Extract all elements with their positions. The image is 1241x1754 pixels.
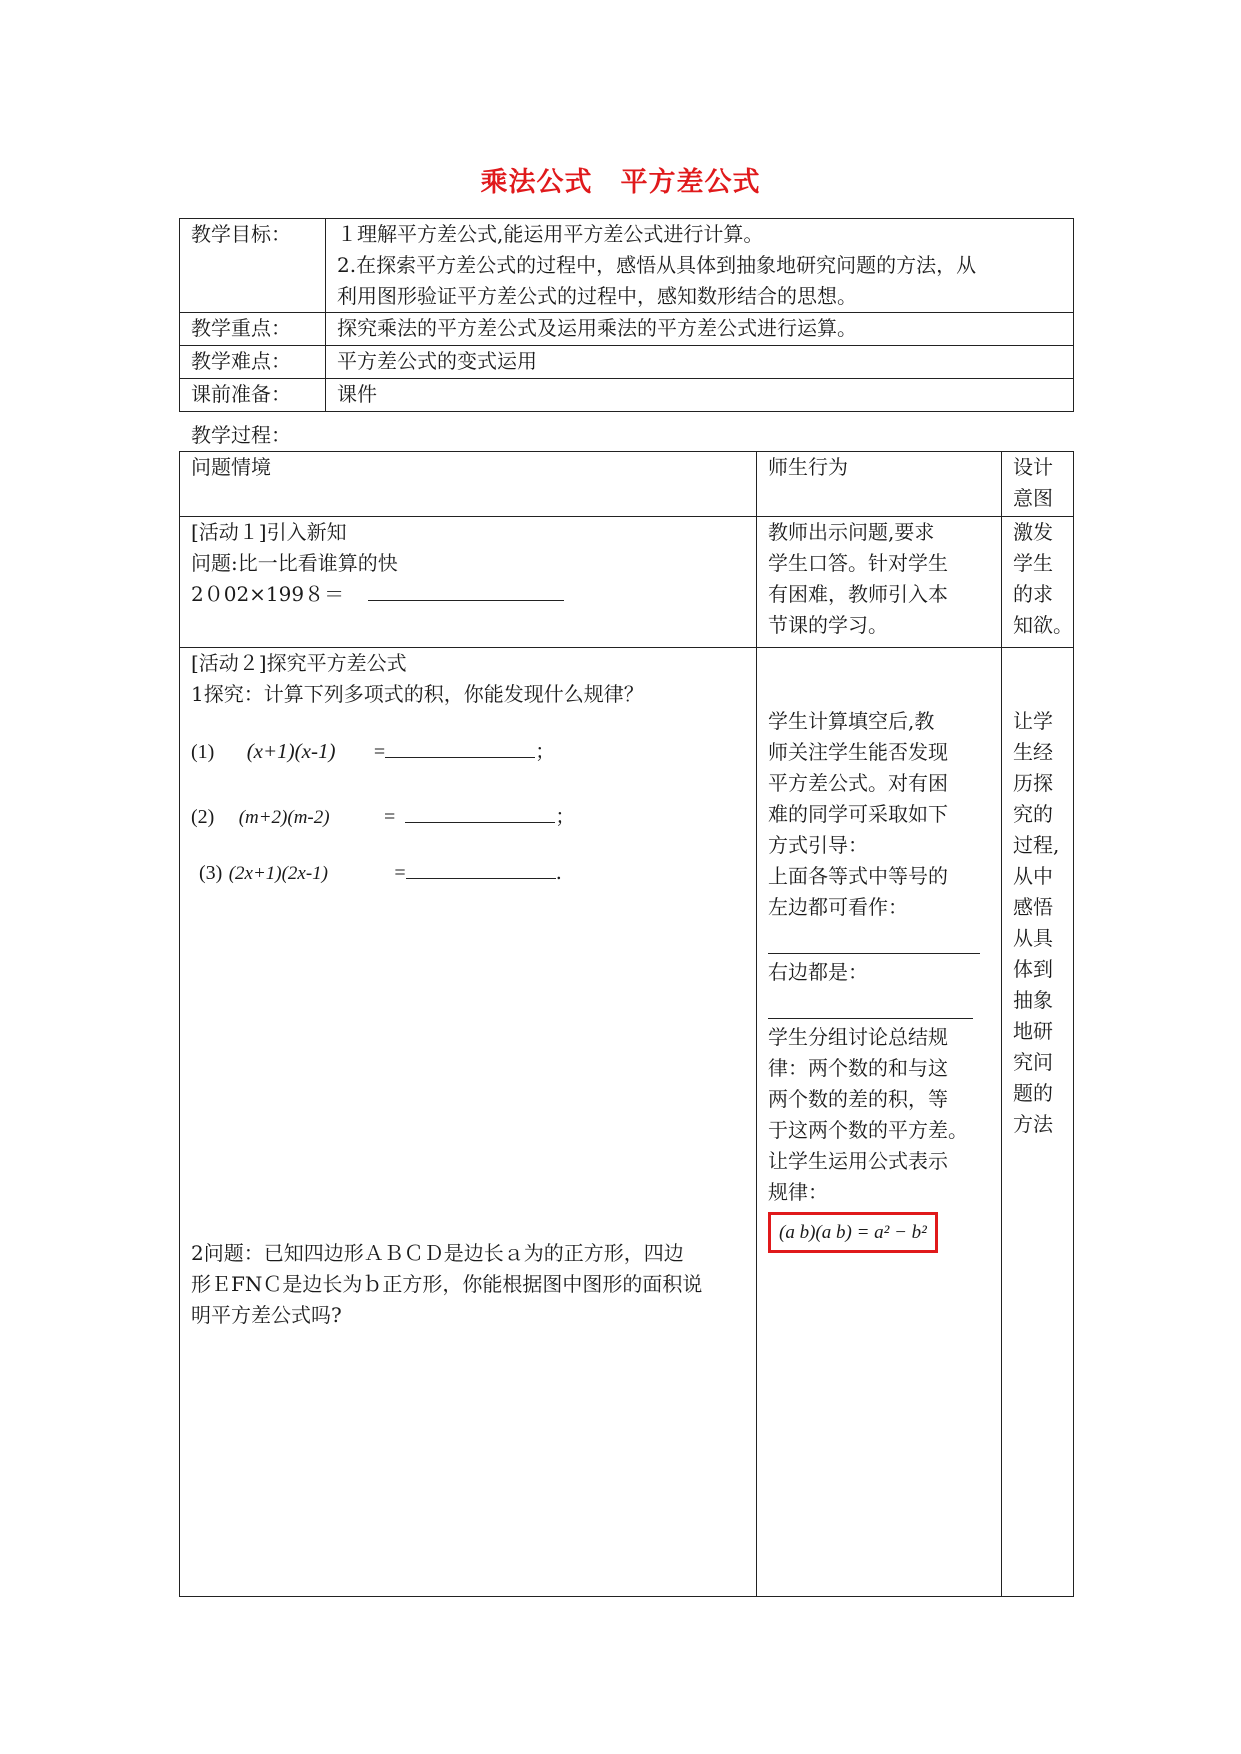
exercise-expression: (2x+1)(2x-1) — [228, 863, 329, 884]
exercise-expression: (m+2)(m-2) — [238, 807, 330, 828]
equals-sign: = — [373, 741, 386, 763]
text-line: 的求 — [1012, 582, 1053, 606]
info-label: 教学难点： — [180, 346, 326, 379]
text-line: 学生分组讨论总结规 — [768, 1025, 949, 1049]
info-value — [326, 219, 1074, 313]
text-line: 两个数的差的积，等 — [768, 1087, 949, 1111]
text-line: 究问 — [1012, 1050, 1053, 1074]
question2-line: 形ＥFNＣ是边长为ｂ正方形，你能根据图中图形的面积说 — [191, 1272, 703, 1296]
text-line: 有困难，教师引入本 — [768, 582, 949, 606]
header-line: 意图 — [1012, 486, 1053, 510]
activity1-calc — [191, 579, 756, 610]
equals-sign: = — [383, 806, 396, 828]
text-line: 让学生运用公式表示 — [768, 1149, 949, 1173]
exercise-number: (2) — [191, 806, 215, 828]
formula-box: (a b)(a b) = a² − b² — [768, 1212, 938, 1253]
header-design-intent — [1001, 452, 1073, 517]
activity1-intent — [1001, 517, 1073, 648]
text-line: 上面各等式中等号的 — [768, 864, 949, 888]
info-row-goals — [180, 219, 1074, 313]
activity2-heading: [活动２]探究平方差公式 — [191, 651, 407, 675]
page-title: 乘法公式 平方差公式 — [480, 167, 761, 198]
spacer — [1013, 648, 1073, 706]
text-line: 节课的学习。 — [768, 613, 889, 637]
text-line: 历探 — [1012, 771, 1053, 795]
process-header-row — [180, 452, 1074, 517]
text-line: 师关注学生能否发现 — [768, 740, 949, 764]
question2-block — [191, 1238, 751, 1331]
punctuation: ； — [555, 804, 576, 828]
punctuation: . — [555, 860, 563, 884]
exercise-number: (1) — [191, 741, 215, 763]
goal-line: １理解平方差公式,能运用平方差公式进行计算。 — [337, 222, 764, 246]
text-line: 平方差公式。对有困 — [768, 771, 949, 795]
process-table — [179, 451, 1074, 1597]
text-line: 教师出示问题,要求 — [768, 520, 935, 544]
text-line: 从中 — [1012, 864, 1053, 888]
header-teacher-student: 师生行为 — [757, 452, 1002, 517]
calc-text: 2０02×199８＝ — [191, 582, 345, 606]
text-line: 左边都可看作： — [768, 895, 909, 919]
info-row-preparation — [180, 379, 1074, 412]
goal-line: 2.在探索平方差公式的过程中，感悟从具体到抽象地研究问题的方法，从 — [337, 253, 977, 277]
text-line: 地研 — [1012, 1019, 1053, 1043]
info-label: 教学目标： — [180, 219, 326, 313]
header-line: 设计 — [1012, 455, 1053, 479]
text-line: 规律： — [768, 1180, 829, 1204]
text-line: 从具 — [1012, 926, 1053, 950]
text-line: 究的 — [1012, 802, 1053, 826]
info-label: 教学重点： — [180, 313, 326, 346]
exercise-number: (3) — [199, 862, 223, 884]
text-line: 律：两个数的和与这 — [768, 1056, 949, 1080]
text-line: 于这两个数的平方差。 — [768, 1118, 969, 1142]
activity1-row — [180, 517, 1074, 648]
answer-blank[interactable] — [385, 757, 535, 758]
info-row-key-points — [180, 313, 1074, 346]
exercise-2 — [191, 801, 756, 833]
answer-blank[interactable] — [406, 878, 556, 879]
activity2-intro: 1探究：计算下列多项式的积，你能发现什么规律？ — [191, 682, 644, 706]
info-value: 课件 — [326, 379, 1074, 412]
activity2-behavior — [757, 648, 1002, 1597]
text-line: 知欲。 — [1012, 613, 1073, 637]
process-label: 教学过程： — [191, 423, 291, 447]
text-line: 过程, — [1012, 833, 1060, 857]
question2-line: 2问题：已知四边形ＡＢＣＤ是边长ａ为的正方形，四边 — [191, 1241, 684, 1265]
question2-line: 明平方差公式吗? — [191, 1303, 342, 1327]
text-line: 体到 — [1012, 957, 1053, 981]
text-line: 让学 — [1012, 709, 1053, 733]
punctuation: ； — [535, 739, 556, 763]
exercise-1 — [191, 736, 756, 768]
text-line: 感悟 — [1012, 895, 1053, 919]
activity1-situation — [180, 517, 757, 648]
activity2-situation — [180, 648, 757, 1597]
header-problem-situation: 问题情境 — [180, 452, 757, 517]
text-line: 学生计算填空后,教 — [768, 709, 935, 733]
text-line: 激发 — [1012, 520, 1053, 544]
info-label: 课前准备： — [180, 379, 326, 412]
text-line: 右边都是： — [768, 960, 869, 984]
goal-line: 利用图形验证平方差公式的过程中，感知数形结合的思想。 — [337, 284, 857, 308]
fill-line — [768, 988, 993, 1022]
answer-blank[interactable] — [768, 988, 973, 1019]
text-line: 方法 — [1012, 1112, 1053, 1136]
equals-sign: = — [394, 862, 406, 884]
info-value: 平方差公式的变式运用 — [326, 346, 1074, 379]
text-line: 学生口答。针对学生 — [768, 551, 949, 575]
answer-blank[interactable] — [768, 923, 980, 954]
activity2-row — [180, 648, 1074, 1597]
activity2-intent — [1001, 648, 1073, 1597]
activity1-question: 问题:比一比看谁算的快 — [191, 551, 398, 575]
exercise-3 — [191, 857, 756, 889]
exercise-expression: (x+1)(x-1) — [246, 739, 336, 763]
answer-blank[interactable] — [405, 822, 555, 823]
info-row-difficulties — [180, 346, 1074, 379]
text-line: 生经 — [1012, 740, 1053, 764]
text-line: 难的同学可采取如下 — [768, 802, 949, 826]
text-line: 抽象 — [1012, 988, 1053, 1012]
lesson-info-table — [179, 218, 1074, 412]
spacer — [768, 648, 993, 706]
text-line: 题的 — [1012, 1081, 1053, 1105]
text-line: 学生 — [1012, 551, 1053, 575]
activity1-behavior — [757, 517, 1002, 648]
info-value: 探究乘法的平方差公式及运用乘法的平方差公式进行运算。 — [326, 313, 1074, 346]
activity1-heading: [活动１]引入新知 — [191, 520, 347, 544]
text-line: 方式引导： — [768, 833, 869, 857]
fill-line — [768, 923, 993, 957]
answer-blank[interactable] — [368, 600, 564, 601]
